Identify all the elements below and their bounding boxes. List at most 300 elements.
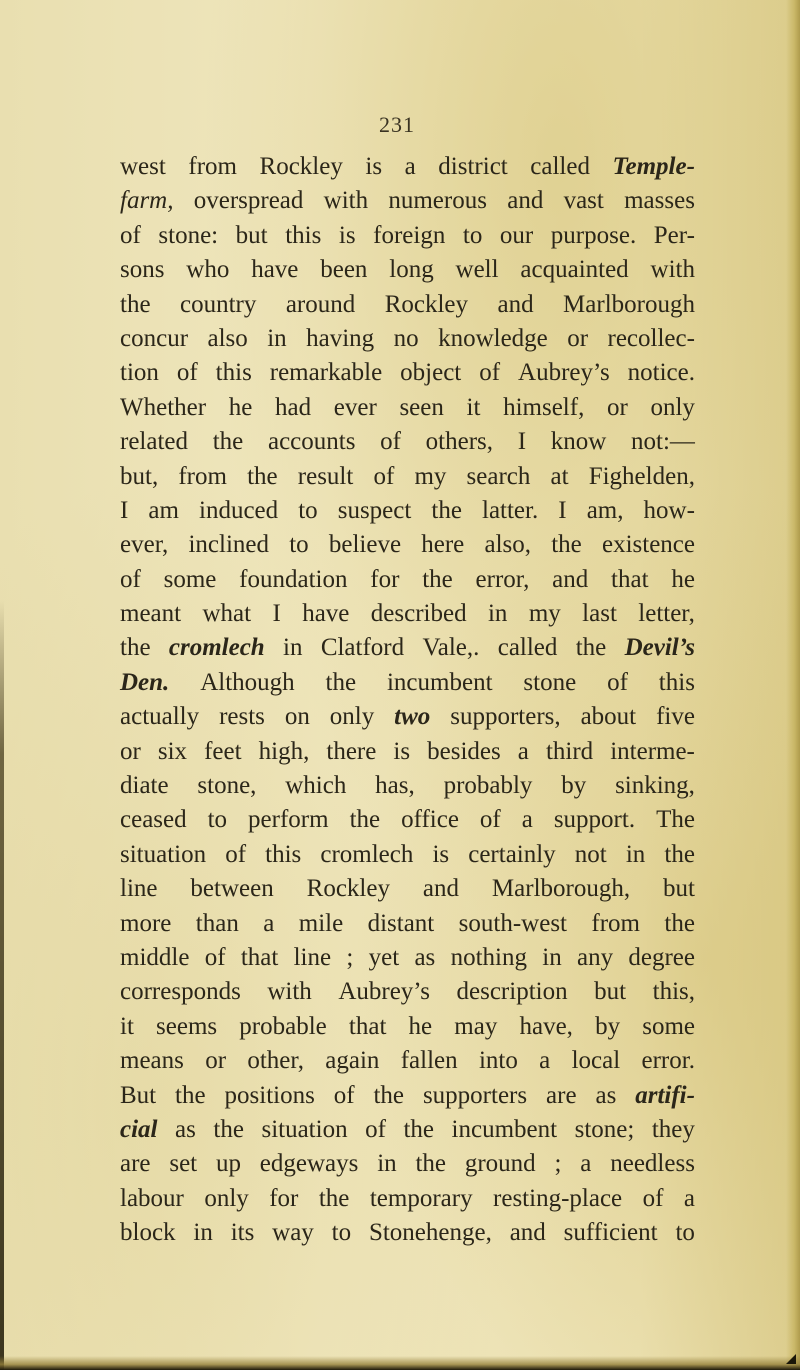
word: mile (298, 909, 344, 937)
word: suspect (337, 496, 412, 524)
word: the (575, 634, 607, 662)
page-left-edge (0, 600, 4, 1370)
word: existence (601, 531, 695, 559)
text-line (120, 184, 695, 218)
word: interme- (610, 737, 695, 765)
word: is (338, 221, 356, 249)
word: to (207, 806, 228, 834)
word: situation (261, 1115, 348, 1143)
word: are (546, 1081, 577, 1109)
word: search (466, 462, 531, 490)
word: by (595, 1012, 621, 1040)
word: or (205, 1047, 227, 1075)
text-line (120, 803, 695, 837)
word: am, (586, 496, 624, 524)
word: what (202, 600, 252, 628)
text-line (120, 425, 695, 459)
word: ever (333, 393, 377, 421)
word: to (298, 496, 318, 524)
word: edgeways (259, 1150, 359, 1178)
text-line (120, 563, 695, 597)
word: third (545, 737, 594, 765)
word: acquainted (520, 256, 629, 284)
word: only (650, 393, 695, 421)
word: corresponds (120, 978, 241, 1006)
word: Fighelden, (588, 462, 695, 490)
word: ; (554, 1150, 562, 1178)
word: in (542, 943, 562, 971)
word: may (454, 1012, 498, 1040)
word: a (580, 1150, 592, 1178)
word: this, (652, 978, 695, 1006)
word: the (212, 428, 244, 456)
word: believe (328, 531, 402, 559)
word: I (272, 600, 281, 628)
text-line (120, 666, 695, 700)
word: the (422, 565, 453, 593)
word: cromlech (168, 634, 265, 662)
text-line (120, 597, 695, 631)
word: the (664, 909, 695, 937)
word: a (521, 806, 533, 834)
word: Rockley (384, 290, 469, 318)
word: support. (553, 806, 636, 834)
word: or (120, 737, 141, 765)
word: has, (375, 772, 415, 800)
word: of (380, 428, 401, 456)
word: perform (248, 806, 329, 834)
word: high, (258, 737, 310, 765)
word: but (594, 978, 627, 1006)
word: more (120, 909, 172, 937)
word: also (207, 324, 248, 352)
word: about (580, 703, 637, 731)
word: Clatford (320, 634, 405, 662)
text-line (120, 735, 695, 769)
word: only (204, 1184, 249, 1212)
word: described (370, 600, 467, 628)
word: the (175, 1081, 206, 1109)
word: fallen (400, 1047, 458, 1075)
word: Vale,. (422, 634, 480, 662)
word: two (394, 703, 431, 731)
text-line (120, 391, 695, 425)
word: country (180, 290, 257, 318)
word: a (683, 1184, 695, 1212)
word: diate (120, 772, 169, 800)
word: description (456, 978, 568, 1006)
word: inclined (188, 531, 270, 559)
word: in (625, 840, 646, 868)
word: But (120, 1081, 157, 1109)
word: called (497, 634, 558, 662)
text-line (120, 700, 695, 734)
word: and (497, 290, 534, 318)
word: which (285, 772, 347, 800)
word: notice. (627, 359, 695, 387)
word: himself, (503, 393, 585, 421)
word: some (642, 1012, 695, 1040)
word: of (225, 840, 247, 868)
word: situation (120, 840, 207, 868)
text-line (120, 1113, 695, 1147)
text-line (120, 975, 695, 1009)
word: other, (247, 1047, 304, 1075)
word: foundation (239, 565, 348, 593)
word: local (571, 1047, 621, 1075)
word: Devil’s (624, 634, 695, 662)
word: probably (443, 772, 533, 800)
text-line (120, 838, 695, 872)
word: here (421, 531, 465, 559)
word: stone; (574, 1115, 635, 1143)
word: overspread (193, 187, 304, 215)
word: a (263, 909, 275, 937)
word: Rockley (306, 875, 390, 903)
word: south-west (458, 909, 567, 937)
word: they (651, 1115, 695, 1143)
word: this (215, 359, 252, 387)
word: to (462, 221, 483, 249)
word: as (595, 1081, 617, 1109)
word: I (517, 428, 527, 456)
page-right-edge (786, 0, 800, 1370)
word: ; (346, 943, 354, 971)
word: also, (484, 531, 532, 559)
word: line (293, 943, 332, 971)
word: on (284, 703, 310, 731)
word: how- (643, 496, 695, 524)
word: a (539, 1047, 551, 1075)
word: from (591, 909, 641, 937)
word: to (331, 1219, 352, 1247)
text-line (120, 528, 695, 562)
word: not:— (631, 428, 695, 456)
word: degree (628, 943, 695, 971)
word: means (120, 1047, 184, 1075)
page-number: 231 (379, 112, 415, 137)
word: in (487, 600, 508, 628)
word: there (326, 737, 377, 765)
word: five (656, 703, 695, 731)
word: it (120, 1012, 134, 1040)
word: as (175, 1115, 196, 1143)
word: not (574, 840, 607, 868)
word: only (329, 703, 375, 731)
word: is (365, 153, 383, 180)
word: from (188, 153, 237, 180)
word: he (228, 393, 253, 421)
word: and (509, 1219, 546, 1247)
word: having (306, 324, 375, 352)
word: again (325, 1047, 380, 1075)
word: Although (200, 668, 295, 696)
text-line (120, 1044, 695, 1078)
word: the (120, 634, 151, 662)
word: last (582, 600, 617, 628)
word: Stonehenge, (368, 1219, 492, 1247)
word: concur (120, 324, 189, 352)
word: a (404, 153, 416, 180)
word: the (551, 531, 582, 559)
word: are (120, 1150, 151, 1178)
word: error. (641, 1047, 695, 1075)
word: others, (425, 428, 494, 456)
word: in (193, 1219, 213, 1247)
word: positions (224, 1081, 315, 1109)
word: with (650, 256, 695, 284)
word: The (656, 806, 695, 834)
word: is (432, 840, 450, 868)
word: block (120, 1219, 176, 1247)
word: Whether (120, 393, 207, 421)
word: and (422, 875, 459, 903)
word: the (318, 1184, 350, 1212)
word: artifi- (635, 1081, 695, 1109)
word: my (414, 462, 447, 490)
word: but, (120, 462, 159, 490)
word: at (550, 462, 569, 490)
text-line (120, 356, 695, 390)
word: the (213, 1115, 244, 1143)
word: a (517, 737, 529, 765)
word: incumbent (386, 668, 493, 696)
word: ground (464, 1150, 536, 1178)
word: in (377, 1150, 397, 1178)
word: district (438, 153, 508, 180)
word: the (415, 1150, 447, 1178)
word: of (607, 668, 628, 696)
word: this (285, 221, 322, 249)
word: this (658, 668, 695, 696)
word: the (349, 806, 381, 834)
text-line (120, 941, 695, 975)
word: rests (219, 703, 265, 731)
word: know (550, 428, 607, 456)
word: set (169, 1150, 198, 1178)
text-line (120, 1079, 695, 1113)
word: line (120, 875, 158, 903)
word: been (320, 256, 368, 284)
word: that (240, 943, 279, 971)
word: into (478, 1047, 518, 1075)
word: Aubrey’s (338, 978, 430, 1006)
word: the (120, 290, 151, 318)
word: masses (624, 187, 695, 215)
word: error, (475, 565, 530, 593)
word: of (120, 565, 141, 593)
word: six (157, 737, 188, 765)
word: up (215, 1150, 241, 1178)
word: the (247, 462, 278, 490)
word: the (403, 1115, 435, 1143)
corner-mark (786, 1354, 796, 1364)
word: from (178, 462, 227, 490)
word: certainly (468, 840, 556, 868)
word: I (558, 496, 567, 524)
page-bottom-edge (0, 1356, 800, 1370)
word: stone: (158, 221, 219, 249)
text-line (120, 1216, 695, 1250)
word: around (285, 290, 356, 318)
word: have (302, 600, 350, 628)
word: sinking, (615, 772, 695, 800)
word: nothing (450, 943, 527, 971)
word: its (230, 1219, 255, 1247)
word: with (323, 187, 369, 215)
word: incumbent (451, 1115, 558, 1143)
word: no (393, 324, 419, 352)
word: that (611, 565, 649, 593)
word: ever, (120, 531, 169, 559)
word: related (120, 428, 189, 456)
word: letter, (638, 600, 695, 628)
word: as (414, 943, 436, 971)
word: any (576, 943, 614, 971)
word: the (325, 668, 357, 696)
word: to (675, 1219, 695, 1247)
word: he (671, 565, 695, 593)
word: in (267, 324, 287, 352)
word: farm, (120, 187, 174, 215)
word: with (267, 978, 312, 1006)
word: temporary (369, 1184, 473, 1212)
word: of (373, 462, 395, 490)
word: Marlborough, (491, 875, 631, 903)
word: to (289, 531, 309, 559)
word: of (204, 943, 226, 971)
word: sufficient (563, 1219, 658, 1247)
text-line (120, 322, 695, 356)
word: but (235, 221, 268, 249)
word: of (642, 1184, 664, 1212)
word: cial (120, 1115, 158, 1143)
word: Den. (120, 668, 170, 696)
word: resting-place (493, 1184, 623, 1212)
word: for (269, 1184, 299, 1212)
word: is (393, 737, 411, 765)
word: of (333, 1081, 355, 1109)
word: some (163, 565, 217, 593)
word: supporters, (450, 703, 561, 731)
text-line (120, 219, 695, 253)
word: between (190, 875, 274, 903)
word: the (664, 840, 695, 868)
word: numerous (388, 187, 487, 215)
word: Aubrey’s (518, 359, 610, 387)
word: Rockley (259, 153, 343, 180)
word: way (272, 1219, 314, 1247)
word: long (389, 256, 434, 284)
text-line (120, 1147, 695, 1181)
word: result (297, 462, 354, 490)
word: of (120, 221, 141, 249)
text-line (120, 460, 695, 494)
word: of (479, 359, 501, 387)
word: my (528, 600, 561, 628)
word: stone, (197, 772, 257, 800)
word: had (274, 393, 312, 421)
word: vast (563, 187, 604, 215)
body-text (120, 150, 695, 1251)
text-line (120, 253, 695, 287)
text-line (120, 872, 695, 906)
word: it (466, 393, 481, 421)
word: recollec- (607, 324, 695, 352)
word: besides (427, 737, 501, 765)
word: meant (120, 600, 182, 628)
word: of (176, 359, 198, 387)
word: office (401, 806, 459, 834)
word: or (606, 393, 628, 421)
word: feet (204, 737, 242, 765)
word: supporters (422, 1081, 528, 1109)
word: Per- (653, 221, 695, 249)
word: this (265, 840, 302, 868)
text-line (120, 494, 695, 528)
word: purpose. (550, 221, 637, 249)
word: by (561, 772, 587, 800)
word: Marlborough (563, 290, 695, 318)
word: induced (199, 496, 279, 524)
word: knowledge (438, 324, 548, 352)
text-line (120, 1182, 695, 1216)
word: well (455, 256, 499, 284)
word: actually (120, 703, 200, 731)
word: of (365, 1115, 386, 1143)
word: seems (156, 1012, 218, 1040)
word: have (251, 256, 299, 284)
text-line (120, 1010, 695, 1044)
word: the (373, 1081, 405, 1109)
word: am (148, 496, 179, 524)
text-line (120, 150, 695, 184)
word: stone (523, 668, 577, 696)
text-line (120, 769, 695, 803)
word: and (552, 565, 589, 593)
word: but (663, 875, 695, 903)
word: foreign (373, 221, 446, 249)
word: Temple- (612, 153, 695, 180)
word: middle (120, 943, 190, 971)
word: tion (120, 359, 159, 387)
word: west (120, 153, 166, 180)
word: and (507, 187, 544, 215)
word: probable (239, 1012, 327, 1040)
word: yet (368, 943, 400, 971)
word: object (400, 359, 462, 387)
word: for (370, 565, 400, 593)
word: have, (519, 1012, 573, 1040)
word: our (499, 221, 534, 249)
word: that (348, 1012, 387, 1040)
word: sons (120, 256, 165, 284)
word: or (567, 324, 589, 352)
word: he (408, 1012, 433, 1040)
word: remarkable (269, 359, 383, 387)
word: who (186, 256, 230, 284)
word: of (479, 806, 501, 834)
word: called (530, 153, 590, 180)
text-line (120, 907, 695, 941)
word: seen (399, 393, 444, 421)
word: the (431, 496, 462, 524)
word: latter. (482, 496, 539, 524)
word: cromlech (320, 840, 414, 868)
word: than (195, 909, 239, 937)
word: accounts (267, 428, 356, 456)
word: I (120, 496, 129, 524)
